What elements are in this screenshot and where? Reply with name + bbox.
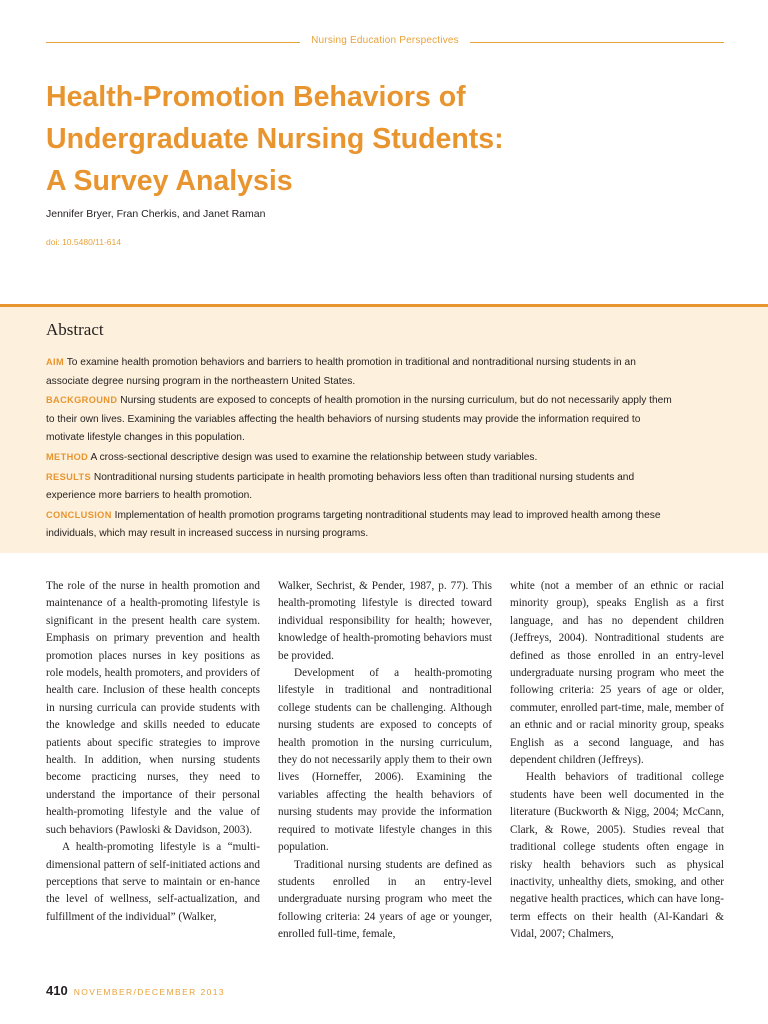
abstract-label: METHOD <box>46 451 89 462</box>
body-paragraph: Walker, Sechrist, & Pender, 1987, p. 77). This health-promoting lifestyle is directed toward individual responsibility for health; however, knowledge of health-promoting behaviors must be provided. <box>278 580 492 662</box>
abstract-label: AIM <box>46 357 65 367</box>
title-line: Health-Promotion Behaviors of <box>46 81 466 113</box>
abstract-text: A cross-sectional descriptive design was used to examine the relationship between study variables. <box>90 451 538 463</box>
abstract-section-conclusion <box>46 506 676 544</box>
body-paragraph: Traditional nursing students are defined as students enrolled in an entry-level undergraduate nursing program who meet the following criteria: 24 years of age or younger, enrolled full-time, female, <box>278 858 492 941</box>
authors: Jennifer Bryer, Fran Cherkis, and Janet Raman <box>46 208 266 220</box>
abstract-text: To examine health promotion behaviors and barriers to health promotion in traditional and nontraditional nursing students in an associate degree nursing program in the northeastern United States. <box>46 357 636 387</box>
header-rule-right <box>470 42 724 43</box>
header-rule-left <box>46 42 300 43</box>
body-column-1 <box>46 578 260 926</box>
abstract-heading: Abstract <box>46 320 104 339</box>
title-line: Undergraduate Nursing Students: <box>46 123 504 155</box>
body-paragraph: Development of a health-promoting lifestyle in traditional and nontraditional college students can be challenging. Although nursing students are exposed to concepts of health promotion in the nursing curriculum, they do not necessarily apply them to their own lives (Horneffer, 2006). Examining the variables affecting the health behaviors of nursing students may provide the information required to motivate lifestyle changes in this population. <box>278 667 492 854</box>
abstract-section-aim <box>46 353 676 391</box>
body-column-3 <box>510 578 724 944</box>
body-paragraph: Health behaviors of traditional college students have been well documented in the literature (Buckworth & Nigg, 2004; McCann, Clark, & Rowe, 2005). Studies reveal that traditional college students often engage in risky health behaviors such as physical inactivity, unhealthy diets, smoking, and other negative health practices, which can have long-term effects on their health (Al-Kandari & Vidal, 2007; Chalmers, <box>510 771 724 941</box>
abstract-label: CONCLUSION <box>46 509 112 520</box>
body-paragraph: The role of the nurse in health promotion and maintenance of a health-promoting lifestyle is significant in the present health care system. Emphasis on primary prevention and health promotion places nurses in key positions as role models, health promoters, and providers of health care. Inclusion of these health concepts in nursing curricula can provide students with the knowledge and skills needed to educate patients about specific strategies to improve health. In addition, when nursing students become practicing nurses, they need to understand the importance of their personal health-promoting lifestyle and the value of such behaviors (Pawloski & Davidson, 2003). <box>46 580 260 836</box>
body-column-2 <box>278 578 492 944</box>
article-title <box>46 76 726 202</box>
abstract-text: Implementation of health promotion programs targeting nontraditional students may lead to improved health among these individuals, which may result in increased success in nursing programs. <box>46 509 661 540</box>
journal-name: Nursing Education Perspectives <box>311 35 459 46</box>
abstract-box <box>0 304 768 553</box>
abstract-label: BACKGROUND <box>46 395 118 406</box>
page-footer <box>46 982 225 1000</box>
page-number: 410 <box>46 983 68 998</box>
abstract-body <box>46 353 676 544</box>
issue-date: NOVEMBER/DECEMBER 2013 <box>73 987 225 997</box>
abstract-text: Nontraditional nursing students participate in health promoting behaviors less often than traditional nursing students and experience more barriers to health promotion. <box>46 471 635 502</box>
abstract-section-method <box>46 448 676 468</box>
title-line: A Survey Analysis <box>46 165 293 197</box>
abstract-section-background <box>46 391 676 448</box>
body-paragraph: A health-promoting lifestyle is a “multi-dimensional pattern of self-initiated actions and perceptions that serve to maintain or en-hance the level of wellness, self-actualization, and fulfillment of the individual” (Walker, <box>46 841 260 923</box>
abstract-label: RESULTS <box>46 471 91 482</box>
abstract-section-results <box>46 468 676 506</box>
abstract-text: Nursing students are exposed to concepts of health promotion in the nursing curriculum, but do not necessarily apply them to their own lives. Examining the variables affecting the health behaviors of nursing students may provide the information required to motivate lifestyle changes in this population. <box>46 395 672 444</box>
body-paragraph: white (not a member of an ethnic or racial minority group), speaks English as a first language, and has no dependent children (Jeffreys, 2004). Nontraditional students are defined as those enrolled in an entry-level undergraduate nursing program who meet the following criteria: 25 years of age or older, commuter, enrolled part-time, male, member of an ethnic and or racial minority group, speaks English as a second language, and has dependent children (Jeffreys). <box>510 580 724 767</box>
doi-link[interactable]: doi: 10.5480/11-614 <box>46 237 121 247</box>
